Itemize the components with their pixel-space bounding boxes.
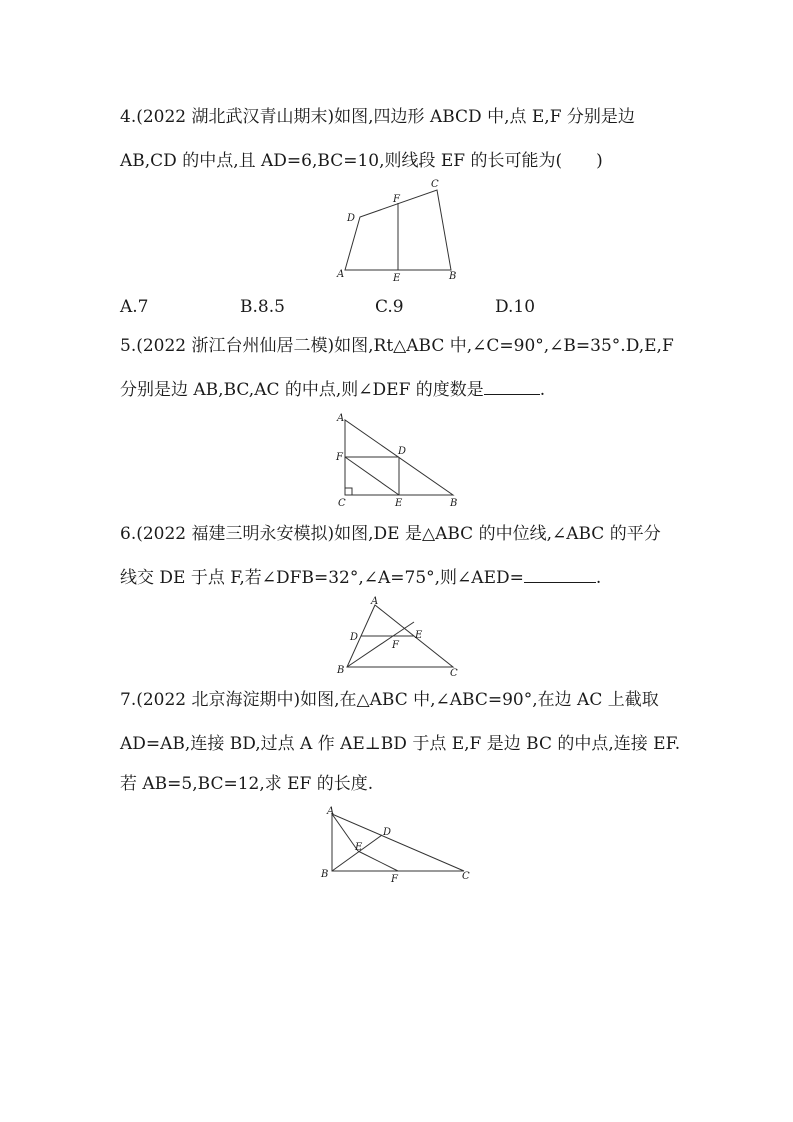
- q5-label-a: A: [337, 413, 345, 424]
- q7-label-e: E: [355, 842, 363, 853]
- q5-segment-ef: [345, 457, 399, 495]
- q7-segment-bd: [332, 835, 382, 871]
- q6-line-2-text: 线交 DE 于点 F,若∠DFB=32°,∠A=75°,则∠AED=: [120, 568, 524, 588]
- q5-right-angle-mark: [345, 488, 352, 495]
- q6-label-f: F: [392, 640, 399, 651]
- q4-option-a: A.7: [120, 297, 149, 317]
- q5-text-line-2: [120, 378, 545, 402]
- q6-line-2-end: .: [595, 568, 602, 588]
- q7-label-c: C: [462, 871, 470, 882]
- q5-label-f: F: [336, 452, 343, 463]
- q4-option-c: C.9: [375, 297, 404, 317]
- q7-label-f: F: [391, 874, 398, 885]
- q4-label-c: C: [431, 179, 439, 190]
- q6-figure: [335, 595, 465, 680]
- q6-text-line-1: 6.(2022 福建三明永安模拟)如图,DE 是△ABC 的中位线,∠ABC 的平分: [120, 524, 661, 544]
- q7-text-line-2: AD=AB,连接 BD,过点 A 作 AE⊥BD 于点 E,F 是边 BC 的中点,连接 EF.: [120, 734, 681, 754]
- q4-option-b: B.8.5: [240, 297, 285, 317]
- q4-text-line-1: 4.(2022 湖北武汉青山期末)如图,四边形 ABCD 中,点 E,F 分别是边: [120, 107, 635, 127]
- q4-label-f: F: [393, 194, 400, 205]
- q6-label-b: B: [337, 665, 345, 676]
- q4-label-a: A: [337, 269, 345, 280]
- q7-text-line-1: 7.(2022 北京海淀期中)如图,在△ABC 中,∠ABC=90°,在边 AC 上截取: [120, 690, 659, 710]
- q6-label-a: A: [371, 596, 379, 607]
- q6-label-c: C: [450, 668, 458, 679]
- q4-label-e: E: [393, 273, 401, 284]
- q5-label-d: D: [398, 446, 407, 457]
- q7-label-d: D: [383, 827, 392, 838]
- q7-text-line-3: 若 AB=5,BC=12,求 EF 的长度.: [120, 774, 374, 794]
- q4-text-line-2: AB,CD 的中点,且 AD=6,BC=10,则线段 EF 的长可能为( ): [120, 151, 603, 171]
- q5-text-line-1: 5.(2022 浙江台州仙居二模)如图,Rt△ABC 中,∠C=90°,∠B=35°.D,E,F: [120, 336, 674, 356]
- q6-label-d: D: [350, 632, 359, 643]
- q5-answer-blank: [484, 378, 540, 395]
- q7-segment-ef: [358, 851, 398, 871]
- q6-label-e: E: [415, 630, 423, 641]
- q5-line-2-end: .: [539, 380, 546, 400]
- q6-text-line-2: [120, 566, 601, 590]
- q5-label-b: B: [450, 498, 458, 509]
- q5-figure: [335, 410, 465, 510]
- q6-answer-blank: [524, 566, 596, 583]
- q7-figure: [320, 805, 470, 885]
- q4-label-d: D: [347, 213, 356, 224]
- q4-label-b: B: [449, 271, 457, 282]
- q4-figure: [335, 175, 465, 285]
- q4-option-d: D.10: [495, 297, 536, 317]
- q5-label-c: C: [338, 498, 346, 509]
- q5-line-2-text: 分别是边 AB,BC,AC 的中点,则∠DEF 的度数是: [120, 380, 484, 400]
- q7-label-b: B: [321, 869, 329, 880]
- q5-label-e: E: [395, 498, 403, 509]
- q7-label-a: A: [327, 806, 335, 817]
